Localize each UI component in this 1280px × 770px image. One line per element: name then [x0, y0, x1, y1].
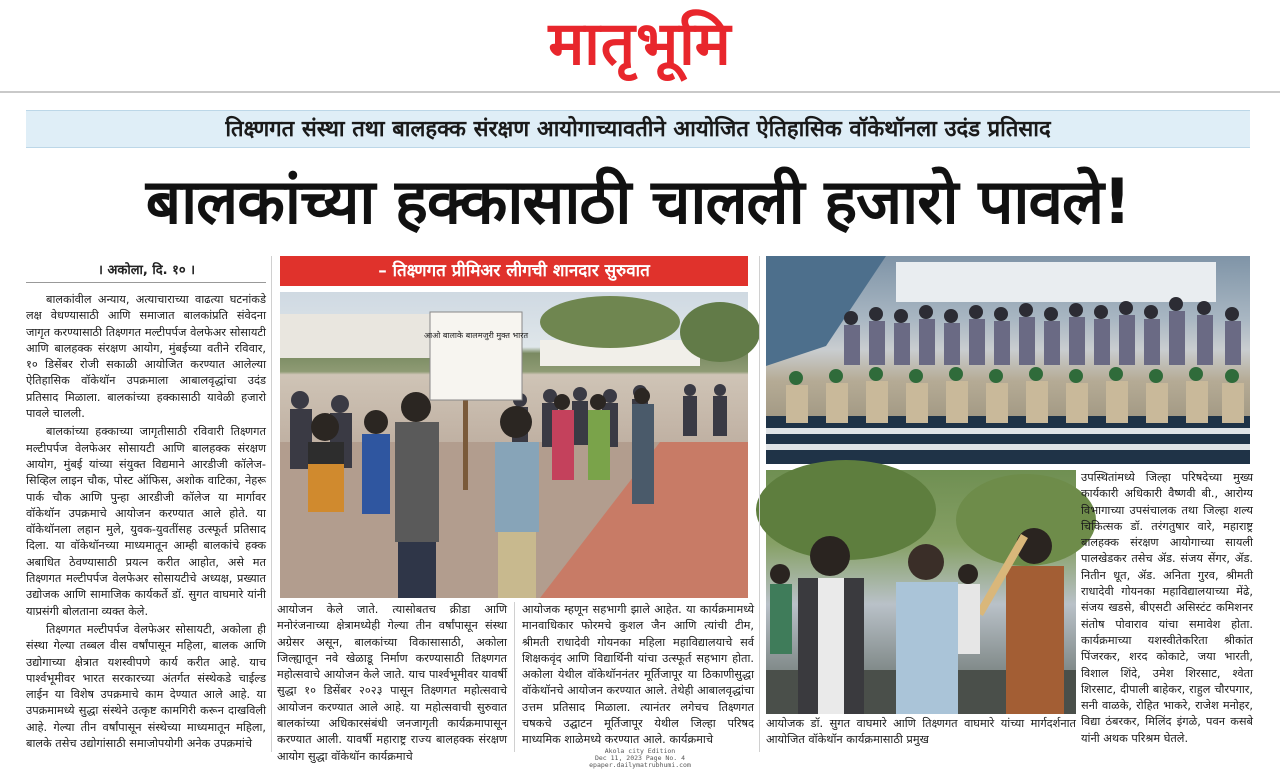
- dignitaries-photo: [766, 470, 1076, 714]
- spectator: [770, 564, 790, 584]
- article-column-2: आयोजन केले जाते. त्यासोबतच क्रीडा आणि मनोरंजनाच्या क्षेत्रामध्येही गेल्या तीन वर्षांपासून संस्था अग्रेसर असून, बालकांच्या विकासासाठी, अकोला जिल्ह्यातून नवे खेळाडू निर्माण करण्यासाठी तिक्ष्णगत महोत्सवाचे आयोजन केले जाते. याच पार्श्वभूमीवर यावर्षी सुद्धा १० डिसेंबर २०२३ पासून तिक्ष्णगत महोत्सवाचे आयोजन करण्यात आले आहे. या महोत्सवाची सुरुवात बालकांच्या अधिकारसंबंधी जनजागृती कार्यक्रमापासून करण्यात आली. यावर्षी महाराष्ट्र राज्य बालहक्क संरक्षण आयोग सुद्धा वॉकेथॉन कार्यक्रमाचे: [277, 603, 507, 763]
- dateline-rule: [26, 282, 266, 283]
- paragraph: बालकांवील अन्याय, अत्याचाराच्या वाढत्या घटनांकडे लक्ष वेधण्यासाठी आणि समाजात बालकांप्रति संवेदना जागृत करण्यासाठी तिक्ष्णगत मल्टीपर्पज वेलफेअर सोसायटी आणि बालहक्क संरक्षण आयोग, मुंबईच्या वतीने रविवार, १० डिसेंबर रोजी सकाळी आयोजित करण्यात आलेल्या ऐतिहासिक वॉकेथॉन उपक्रमाला आबालवृद्धांचा उदंड प्रतिसाद मिळाला. बालकांच्या हक्कासाठी यावेळी हजारो पावले चालली.: [26, 293, 266, 421]
- group-photo-illustration: [766, 256, 1250, 464]
- stage-steps: [766, 416, 1250, 464]
- man-with-mustache: [810, 536, 850, 576]
- man-with-bat: [1006, 566, 1064, 714]
- paragraph: तिक्ष्णगत मल्टीपर्पज वेलफेअर सोसायटी, अकोला ही संस्था गेल्या तब्बल वीस वर्षांपासून महिला, बालक आणि उद्योगाच्या क्षेत्रात यशस्वीपणे कार्य करीत आहे. याच पार्श्वभूमीवर भारत सरकारच्या अंतर्गत संस्थेकडे चाईल्ड लाईन या विशेष उपक्रमाचे काम देण्यात आले आहे. या उपक्रमामध्ये सुद्धा संस्थेने उत्कृष्ट कामगिरी करून दाखविली आहे. गेल्या तीन वर्षांपासून संस्थेच्या माध्यमातून महिला, बालके तसेच उद्योगांसाठी समाजोपयोगी अनेक उपक्रमांचे: [26, 622, 266, 751]
- column-divider: [514, 602, 515, 752]
- man-in-blue-shirt: [896, 582, 958, 714]
- girl-walker: [395, 422, 439, 542]
- woman-walker: [552, 410, 574, 480]
- paragraph: बालकांच्या हक्काच्या जागृतीसाठी रविवारी तिक्ष्णगत मल्टीपर्पज वेलफेअर सोसायटी आणि बालहक्क संरक्षण आयोग, मुंबई यांच्या संयुक्त विद्यमाने आरडीजी कॉलेज-सिव्हिल लाइन चौक, पोस्ट ऑफिस, अशोक वाटिका, नेहरू पार्क चौक आणि पुन्हा आरडीजी कॉलेज या मार्गावर वॉकेथॉन उपक्रमाचे आयोजन करण्यात आले होते. या वॉकेथॉनला लहान मुले, युवक-युवतींसह उत्स्फूर्त प्रतिसाद दिला. या वॉकेथॉनच्या माध्यमातून आम्ही बालकांचे हक्क अबाधित ठेवण्यासाठी प्रयत्न करीत आहोत, असे मत तिक्ष्णगत मल्टीपर्पज वेलफेअर सोसायटीचे अध्यक्ष, प्रख्यात उद्योजक आणि सामाजिक कार्यकर्ते डॉ. सुगत वाघमारे यांनी याप्रसंगी बोलताना व्यक्त केले.: [26, 425, 266, 618]
- man-walker: [634, 388, 650, 404]
- stage-canopy: [766, 256, 886, 366]
- boy-with-placard: [500, 406, 532, 438]
- stage-banner: [896, 262, 1216, 302]
- woman-walker: [590, 394, 606, 410]
- boy-with-placard: [498, 532, 536, 598]
- woman-walker: [554, 394, 570, 410]
- boy-walker: [364, 410, 388, 434]
- photo-caption: आयोजक डॉ. सुगत वाघमारे आणि तिक्ष्णगत वाघमारे यांच्या मार्गदर्शनात आयोजित वॉकेथॉन कार्यक्रमासाठी प्रमुख: [766, 717, 1076, 746]
- article-column-4: उपस्थितांमध्ये जिल्हा परिषदेच्या मुख्य कार्यकारी अधिकारी वैष्णवी बी., आरोग्य विभागाच्या उपसंचालक तथा जिल्हा शल्य चिकित्सक डॉ. तरंगतुषार वारे, महाराष्ट्र बालहक्क संरक्षण आयोगाच्या सायली पालखेडकर तसेच ॲड. संजय सेंगर, ॲड. नितीन धूत, ॲड. अनिता गुरव, श्रीमती राधादेवी गोयनका महाविद्यालयाच्या मेंढे, संजय खडसे, बीएसटी असिस्टंट कमिशनर संतोष पोवाराव यांचा समावेश होता. कार्यक्रमाच्या यशस्वीतेकरिता श्रीकांत पिंजरकर, शरद कोकाटे, जया भारती, विशाल शिंदे, उमेश शिरसाट, श्वेता शिरसाट, दीपाली बाहेकर, राहुल चौरपगार, सनी वाळके, रोहित भाकरे, राजेश मनोहर, विद्या ठंबरकर, मिलिंद इंगळे, पवन कसबे यांनी अथक परिश्रम घेतले.: [1081, 471, 1253, 745]
- boy-walker: [362, 434, 390, 514]
- spectator: [958, 584, 980, 654]
- spectator: [958, 564, 978, 584]
- footer-url: epaper.dailymatrubhumi.com: [589, 761, 691, 769]
- boy-with-placard: [495, 442, 539, 532]
- newspaper-logo: मातृभूमि: [548, 9, 732, 79]
- group-photo-cadets: [766, 256, 1250, 464]
- stage-steps: [766, 444, 1250, 450]
- woman-walker: [588, 410, 610, 480]
- tree: [680, 302, 760, 362]
- man-with-mustache: [818, 578, 844, 714]
- man-in-blue-shirt: [908, 544, 944, 580]
- footer-date-page: Dec 11, 2023 Page No. 4: [594, 754, 685, 762]
- column-divider: [271, 256, 272, 752]
- child-walker: [311, 413, 339, 441]
- footer-edition: Akola city Edition: [604, 747, 676, 755]
- spectator: [770, 584, 792, 654]
- article-headline: बालकांच्या हक्कासाठी चालली हजारो पावले!: [145, 165, 1131, 238]
- article-column-1: [26, 292, 266, 752]
- child-walker: [308, 464, 344, 512]
- walkathon-crowd-illustration: [280, 292, 748, 598]
- girl-walker: [398, 542, 436, 598]
- tree: [540, 296, 680, 348]
- man-walker: [632, 404, 654, 504]
- placard-board: [430, 312, 522, 400]
- masthead: [0, 0, 1280, 93]
- dignitaries-illustration: [766, 470, 1076, 714]
- girl-walker: [401, 392, 431, 422]
- article-column-3: आयोजक म्हणून सहभागी झाले आहेत. या कार्यक्रमामध्ये मानवाधिकार फोरमचे कुशल जैन आणि त्यांची टीम, श्रीमती राधादेवी गोयनका महिला महाविद्यालयाचे सर्व शिक्षकवृंद आणि विद्यार्थिनी यांचा उत्स्फूर्त सहभाग होता. अकोला येथील वॉकेथॉननंतर मूर्तिजापूर या ठिकाणीसुद्धा वॉकेथॉनचे आयोजन करण्यात आले. तेथेही आबालवृद्धांचा उत्तम प्रतिसाद मिळाला. त्यानंतर लगेचच तिक्ष्णगत चषकचे उद्घाटन मूर्तिजापूर येथील जिल्हा परिषद माध्यमिक शाळेमध्ये करण्यात आले. कार्यक्रमाचे: [522, 603, 754, 747]
- placard-text: आओ बालाके बालमजुरी मुक्त भारत: [423, 331, 529, 340]
- column-divider: [759, 256, 760, 752]
- article-subheading: – तिक्ष्णगत प्रीमिअर लीगची शानदार सुरुवात: [280, 256, 748, 286]
- page-footer: [560, 748, 720, 769]
- stage-steps: [766, 428, 1250, 434]
- walkathon-crowd-photo: [280, 292, 748, 598]
- article-kicker: तिक्ष्णगत संस्था तथा बालहक्क संरक्षण आयोगाच्यावतीने आयोजित ऐतिहासिक वॉकेथॉनला उदंड प्रतिसाद: [26, 110, 1250, 148]
- placard-stick: [463, 400, 468, 490]
- article-dateline: । अकोला, दि. १० ।: [98, 263, 196, 278]
